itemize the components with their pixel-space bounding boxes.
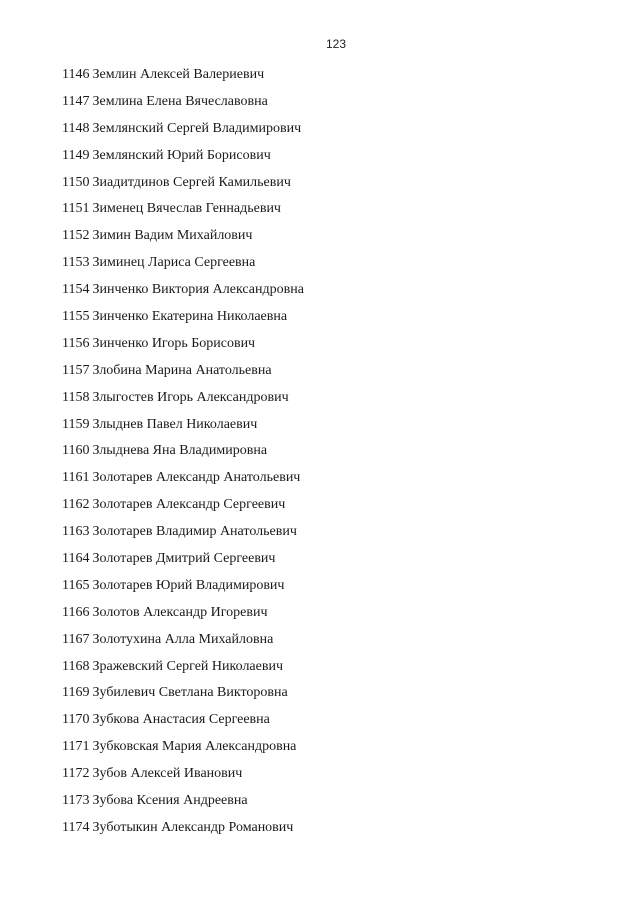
entry-name: Зимин Вадим Михайлович [92,228,253,244]
entry-number: 1168 [62,658,90,674]
list-item [62,335,304,362]
entry-number: 1150 [62,174,90,190]
entry-name: Золотарев Владимир Анатольевич [92,524,297,540]
entry-number: 1163 [62,524,90,540]
entry-name: Зинченко Игорь Борисович [92,335,256,351]
list-item [62,147,304,174]
entry-name: Зубкова Анастасия Сергеевна [92,712,270,728]
list-item [62,550,304,577]
entry-number: 1157 [62,362,90,378]
list-item [62,577,304,604]
entry-name: Зубова Ксения Андреевна [92,793,248,809]
entry-name: Землянский Сергей Владимирович [92,120,302,136]
list-item [62,389,304,416]
list-item [62,442,304,469]
entry-number: 1169 [62,685,90,701]
entry-number: 1160 [62,443,90,459]
entry-number: 1146 [62,67,90,82]
list-item [62,631,304,658]
list-item [62,792,304,819]
entry-name: Золотарев Дмитрий Сергеевич [92,551,276,567]
entry-name: Землин Алексей Валериевич [92,67,265,82]
entry-name: Золотарев Александр Сергеевич [92,497,286,513]
entry-number: 1174 [62,819,90,835]
entry-number: 1147 [62,93,90,109]
entry-number: 1165 [62,577,90,593]
list-item [62,93,304,120]
entry-number: 1162 [62,497,90,513]
entry-number: 1154 [62,282,90,298]
list-item [62,416,304,443]
list-item [62,254,304,281]
entry-name: Зубов Алексей Иванович [92,766,243,782]
list-item [62,604,304,631]
entry-name: Злыднев Павел Николаевич [92,416,258,432]
entry-number: 1151 [62,201,90,217]
entry-number: 1164 [62,551,90,567]
entry-number: 1148 [62,120,90,136]
entry-number: 1172 [62,766,90,782]
entry-number: 1171 [62,739,90,755]
entry-number: 1153 [62,255,90,271]
list-item [62,174,304,201]
list-item [62,819,304,846]
entry-number: 1152 [62,228,90,244]
entry-number: 1173 [62,793,90,809]
entry-number: 1156 [62,335,90,351]
list-item [62,738,304,765]
list-item [62,496,304,523]
entry-name: Зименец Вячеслав Геннадьевич [92,201,281,217]
entry-number: 1166 [62,604,90,620]
entry-number: 1159 [62,416,90,432]
entry-name: Зиадитдинов Сергей Камильевич [92,174,291,190]
entry-name: Злобина Марина Анатольевна [92,362,272,378]
list-item [62,308,304,335]
list-item [62,765,304,792]
entry-name: Зуботыкин Александр Романович [92,819,294,835]
entry-name: Зинченко Екатерина Николаевна [92,309,288,325]
entry-name: Землина Елена Вячеславовна [92,93,268,109]
entry-name: Землянский Юрий Борисович [92,147,271,163]
entry-name: Золотов Александр Игоревич [92,604,268,620]
list-item [62,120,304,147]
entry-name: Злыднева Яна Владимировна [92,443,268,459]
entry-number: 1158 [62,389,90,405]
entry-name: Зубилевич Светлана Викторовна [92,685,288,701]
entry-name: Зражевский Сергей Николаевич [92,658,283,674]
entry-number: 1161 [62,470,90,486]
name-list [62,66,304,846]
list-item [62,281,304,308]
entry-number: 1149 [62,147,90,163]
list-item [62,684,304,711]
list-item [62,227,304,254]
entry-name: Зубковская Мария Александровна [92,739,297,755]
entry-number: 1167 [62,631,90,647]
list-item [62,469,304,496]
entry-number: 1170 [62,712,90,728]
entry-name: Злыгостев Игорь Александрович [92,389,289,405]
entry-name: Золотарев Александр Анатольевич [92,470,301,486]
page-number: 123 [325,37,347,51]
list-item [62,658,304,685]
list-item [62,66,304,93]
entry-name: Зиминец Лариса Сергеевна [92,255,256,271]
list-item [62,200,304,227]
list-item [62,711,304,738]
entry-name: Золотарев Юрий Владимирович [92,577,285,593]
list-item [62,362,304,389]
entry-number: 1155 [62,309,90,325]
list-item [62,523,304,550]
entry-name: Золотухина Алла Михайловна [92,631,274,647]
entry-name: Зинченко Виктория Александровна [92,282,304,298]
